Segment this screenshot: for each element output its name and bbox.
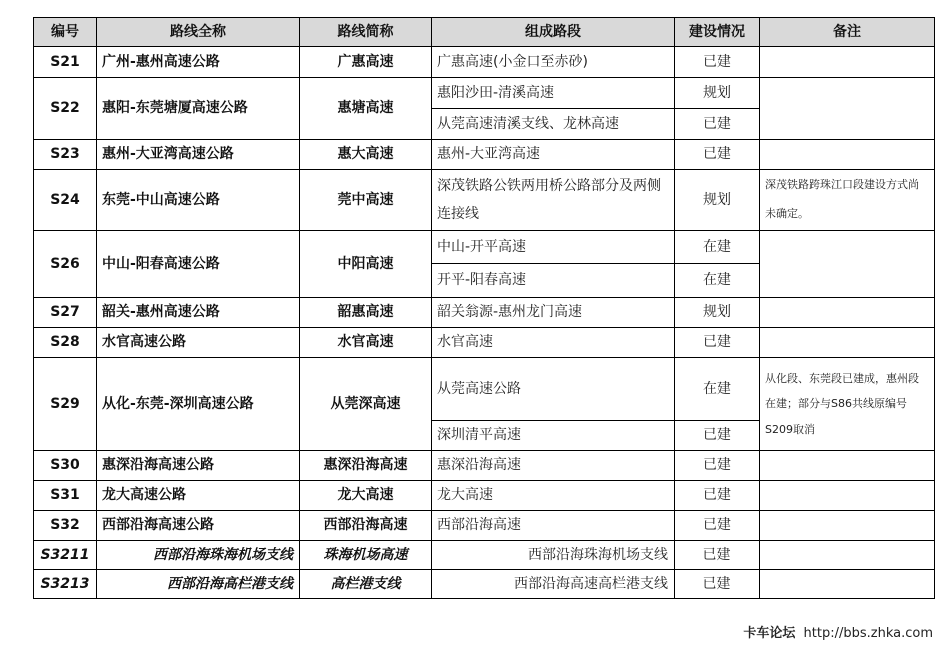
- route-code: S30: [34, 451, 97, 481]
- route-short-name: 从莞深高速: [300, 358, 432, 451]
- segment-name: 深圳清平高速: [432, 421, 675, 451]
- route-code: S21: [34, 47, 97, 78]
- segment-name: 惠州-大亚湾高速: [432, 140, 675, 170]
- header-note: 备注: [760, 18, 935, 47]
- route-short-name: 莞中高速: [300, 170, 432, 231]
- route-full-name: 西部沿海高速公路: [97, 511, 300, 541]
- build-status: 已建: [675, 47, 760, 78]
- segment-name: 西部沿海珠海机场支线: [432, 541, 675, 570]
- route-short-name: 珠海机场高速: [300, 541, 432, 570]
- segment-name: 西部沿海高速: [432, 511, 675, 541]
- route-code: S31: [34, 481, 97, 511]
- route-note: 从化段、东莞段已建成，惠州段在建；部分与S86共线原编号S209取消: [760, 358, 935, 451]
- table-row: [34, 170, 935, 231]
- route-full-name: 西部沿海珠海机场支线: [97, 541, 300, 570]
- segment-name: 西部沿海高速高栏港支线: [432, 570, 675, 599]
- route-code: S23: [34, 140, 97, 170]
- segment-name: 韶关翁源-惠州龙门高速: [432, 298, 675, 328]
- header-row: [34, 18, 935, 47]
- build-status: 已建: [675, 421, 760, 451]
- header-code: 编号: [34, 18, 97, 47]
- route-code: S22: [34, 78, 97, 140]
- route-note: [760, 298, 935, 328]
- build-status: 已建: [675, 328, 760, 358]
- route-short-name: 西部沿海高速: [300, 511, 432, 541]
- route-short-name: 惠大高速: [300, 140, 432, 170]
- route-full-name: 广州-惠州高速公路: [97, 47, 300, 78]
- route-note: [760, 511, 935, 541]
- route-full-name: 西部沿海高栏港支线: [97, 570, 300, 599]
- build-status: 在建: [675, 264, 760, 298]
- table-row: [34, 78, 935, 109]
- route-short-name: 中阳高速: [300, 231, 432, 298]
- segment-name: 从莞高速公路: [432, 358, 675, 421]
- route-full-name: 中山-阳春高速公路: [97, 231, 300, 298]
- route-short-name: 广惠高速: [300, 47, 432, 78]
- table-row: [34, 47, 935, 78]
- route-full-name: 惠深沿海高速公路: [97, 451, 300, 481]
- route-full-name: 韶关-惠州高速公路: [97, 298, 300, 328]
- header-short-name: 路线简称: [300, 18, 432, 47]
- build-status: 规划: [675, 298, 760, 328]
- route-full-name: 惠州-大亚湾高速公路: [97, 140, 300, 170]
- route-note: [760, 481, 935, 511]
- table-row: [34, 140, 935, 170]
- build-status: 已建: [675, 511, 760, 541]
- segment-name: 龙大高速: [432, 481, 675, 511]
- segment-name: 广惠高速(小金口至赤砂): [432, 47, 675, 78]
- table-row: [34, 541, 935, 570]
- route-code: S27: [34, 298, 97, 328]
- build-status: 在建: [675, 358, 760, 421]
- route-short-name: 高栏港支线: [300, 570, 432, 599]
- route-short-name: 惠塘高速: [300, 78, 432, 140]
- segment-name: 从莞高速清溪支线、龙林高速: [432, 109, 675, 140]
- expressway-table: [33, 17, 935, 599]
- route-code: S29: [34, 358, 97, 451]
- watermark-site-name: 卡车论坛: [743, 626, 796, 641]
- segment-name: 开平-阳春高速: [432, 264, 675, 298]
- route-code: S28: [34, 328, 97, 358]
- segment-name: 惠深沿海高速: [432, 451, 675, 481]
- table-row: [34, 358, 935, 421]
- route-note: [760, 541, 935, 570]
- build-status: 规划: [675, 170, 760, 231]
- route-note: 深茂铁路跨珠江口段建设方式尚未确定。: [760, 170, 935, 231]
- route-note: [760, 47, 935, 78]
- route-code: S24: [34, 170, 97, 231]
- route-short-name: 韶惠高速: [300, 298, 432, 328]
- route-short-name: 惠深沿海高速: [300, 451, 432, 481]
- table-row: [34, 298, 935, 328]
- watermark-url: http://bbs.zhka.com: [803, 626, 933, 641]
- route-full-name: 龙大高速公路: [97, 481, 300, 511]
- segment-name: 深茂铁路公铁两用桥公路部分及两侧连接线: [432, 170, 675, 231]
- route-full-name: 东莞-中山高速公路: [97, 170, 300, 231]
- route-code: S32: [34, 511, 97, 541]
- table-row: [34, 570, 935, 599]
- route-note: [760, 140, 935, 170]
- segment-name: 惠阳沙田-清溪高速: [432, 78, 675, 109]
- build-status: 规划: [675, 78, 760, 109]
- build-status: 在建: [675, 231, 760, 264]
- route-note: [760, 231, 935, 298]
- build-status: 已建: [675, 451, 760, 481]
- build-status: 已建: [675, 570, 760, 599]
- table-row: [34, 231, 935, 264]
- route-full-name: 从化-东莞-深圳高速公路: [97, 358, 300, 451]
- header-full-name: 路线全称: [97, 18, 300, 47]
- forum-watermark: [743, 622, 933, 641]
- route-code: S26: [34, 231, 97, 298]
- build-status: 已建: [675, 140, 760, 170]
- route-note: [760, 570, 935, 599]
- route-full-name: 惠阳-东莞塘厦高速公路: [97, 78, 300, 140]
- route-code: S3211: [34, 541, 97, 570]
- route-full-name: 水官高速公路: [97, 328, 300, 358]
- build-status: 已建: [675, 541, 760, 570]
- header-status: 建设情况: [675, 18, 760, 47]
- segment-name: 水官高速: [432, 328, 675, 358]
- route-short-name: 水官高速: [300, 328, 432, 358]
- table-row: [34, 511, 935, 541]
- route-note: [760, 78, 935, 140]
- route-note: [760, 328, 935, 358]
- build-status: 已建: [675, 109, 760, 140]
- build-status: 已建: [675, 481, 760, 511]
- table-row: [34, 328, 935, 358]
- route-note: [760, 451, 935, 481]
- route-code: S3213: [34, 570, 97, 599]
- table-row: [34, 451, 935, 481]
- table-row: [34, 481, 935, 511]
- segment-name: 中山-开平高速: [432, 231, 675, 264]
- route-short-name: 龙大高速: [300, 481, 432, 511]
- header-segments: 组成路段: [432, 18, 675, 47]
